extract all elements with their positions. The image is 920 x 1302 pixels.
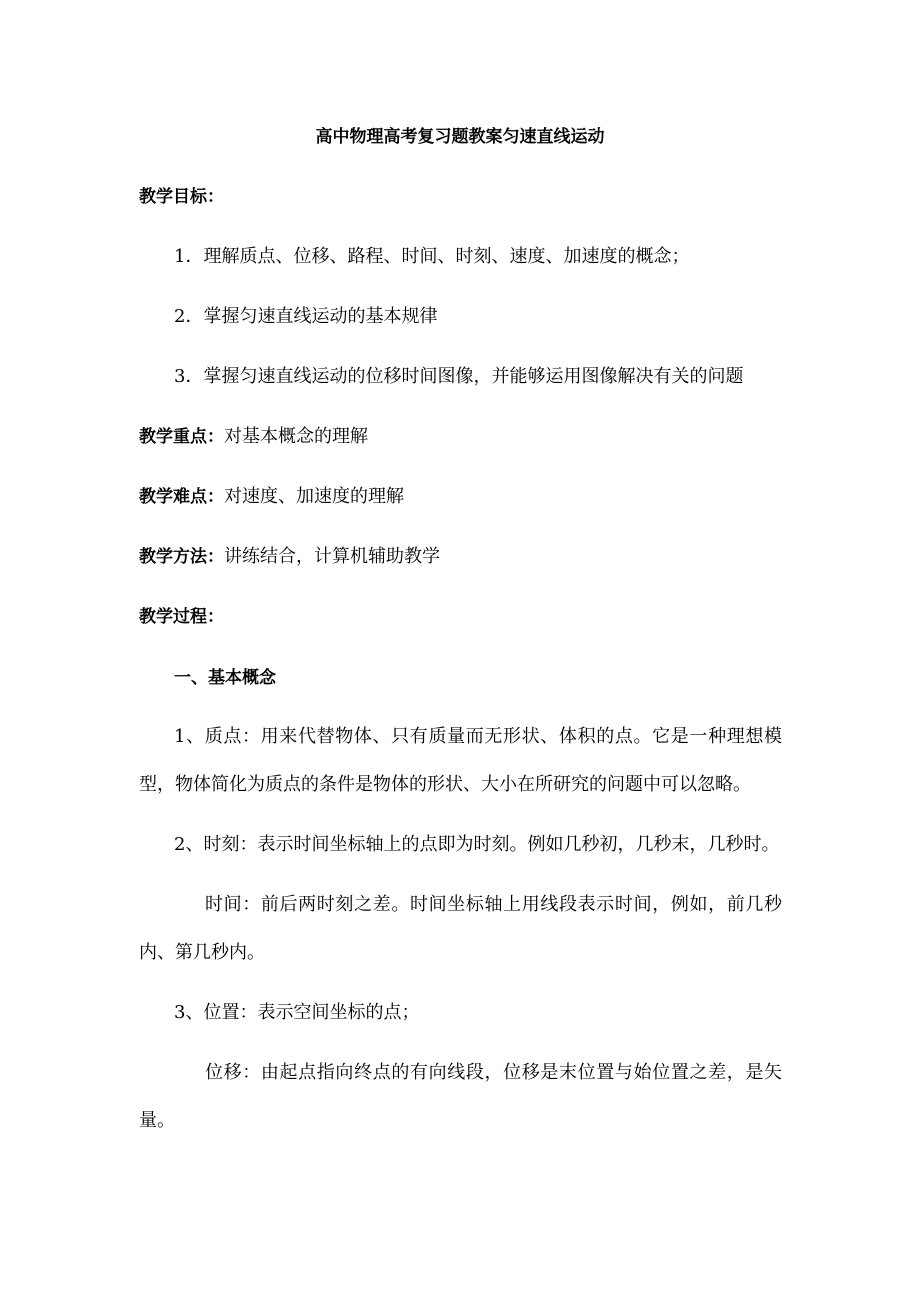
paragraph-line: 1、质点：用来代替物体、只有质量而无形状、体积的点。它是一种理想模 — [174, 726, 782, 747]
paragraph-line: 位移：由起点指向终点的有向线段，位移是末位置与始位置之差，是矢 — [205, 1062, 782, 1083]
objective-item: 1．理解质点、位移、路程、时间、时刻、速度、加速度的概念； — [174, 246, 690, 267]
paragraph-line: 型，物体简化为质点的条件是物体的形状、大小在所研究的问题中可以忽略。 — [139, 774, 751, 795]
method-label: 教学方法： — [139, 547, 224, 567]
key-point-label: 教学重点： — [139, 427, 224, 447]
page-title: 高中物理高考复习题教案匀速直线运动 — [315, 127, 605, 147]
difficulty-text: 对速度、加速度的理解 — [224, 486, 404, 507]
section-heading: 一、基本概念 — [174, 668, 276, 688]
paragraph-line: 量。 — [139, 1110, 175, 1131]
difficulty-label: 教学难点： — [139, 487, 224, 507]
paragraph-line: 内、第几秒内。 — [139, 942, 265, 963]
paragraph-line: 时间：前后两时刻之差。时间坐标轴上用线段表示时间，例如，前几秒 — [205, 894, 782, 915]
objective-item: 3．掌握匀速直线运动的位移时间图像，并能够运用图像解决有关的问题 — [174, 366, 744, 387]
objectives-heading: 教学目标： — [139, 187, 224, 207]
key-point-text: 对基本概念的理解 — [224, 426, 368, 447]
difficulty — [139, 485, 404, 509]
method — [139, 545, 440, 569]
key-point — [139, 425, 368, 449]
process-heading: 教学过程： — [139, 607, 224, 627]
paragraph-line: 3、位置：表示空间坐标的点； — [174, 1002, 420, 1023]
paragraph-line: 2、时刻：表示时间坐标轴上的点即为时刻。例如几秒初，几秒末，几秒时。 — [174, 834, 780, 855]
method-text: 讲练结合，计算机辅助教学 — [224, 546, 440, 567]
objective-item: 2．掌握匀速直线运动的基本规律 — [174, 306, 438, 327]
